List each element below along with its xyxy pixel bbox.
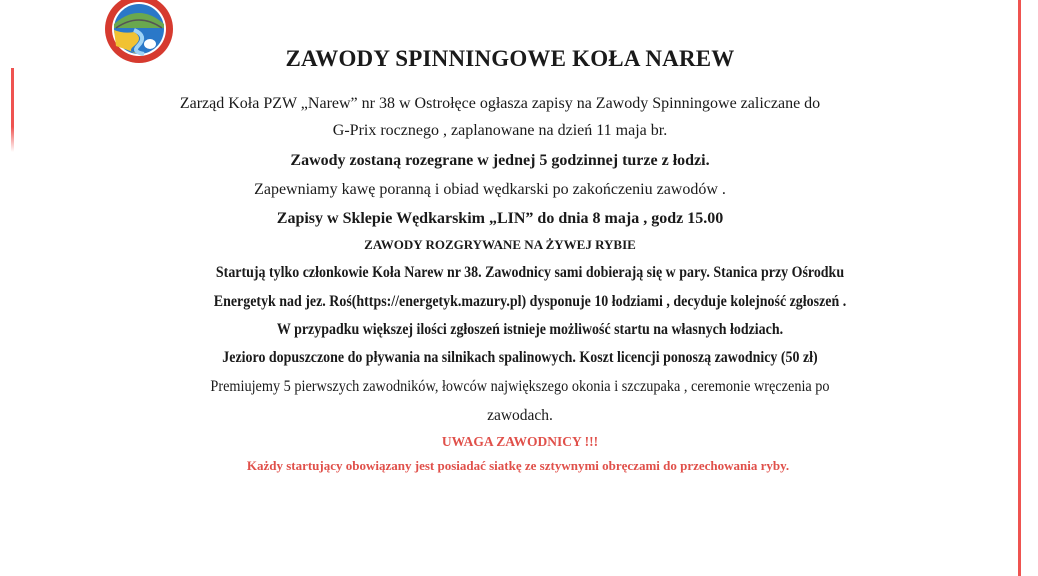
club-logo-icon	[104, 0, 174, 64]
body-line-5: Zapisy w Sklepie Wędkarskim „LIN” do dnia 8 maja , godz 15.00	[276, 210, 724, 227]
body-line-1: Zarząd Koła PZW „Narew” nr 38 w Ostrołęce ogłasza zapisy na Zawody Spinningowe zaliczane do	[179, 95, 821, 112]
body-line-12: zawodach.	[487, 407, 553, 424]
body-line-7: Startują tylko członkowie Koła Narew nr 38. Zawodnicy sami dobierają się w pary. Stanica przy Ośrodku	[215, 264, 845, 281]
body-line-9: W przypadku większej ilości zgłoszeń istnieje możliwość startu na własnych łodziach.	[276, 321, 784, 338]
body-line-6: ZAWODY ROZGRYWANE NA ŻYWEJ RYBIE	[364, 237, 636, 252]
body-line-3: Zawody zostaną rozegrane w jednej 5 godzinnej turze z łodzi.	[290, 152, 710, 169]
body-line-11: Premiujemy 5 pierwszych zawodników, łowców największego okonia i szczupaka , ceremonie wręczenia po	[210, 378, 830, 395]
warning-title: UWAGA ZAWODNICY !!!	[441, 434, 599, 449]
body-line-8: Energetyk nad jez. Roś(https://energetyk.mazury.pl) dysponuje 10 łodziami , decyduje kolejność zgłoszeń .	[213, 293, 847, 310]
right-margin-red-line	[1018, 0, 1021, 576]
warning-text: Każdy startujący obowiązany jest posiadać siatkę ze sztywnymi obręczami do przechowania ryby.	[246, 458, 790, 473]
document-title: ZAWODY SPINNINGOWE KOŁA NAREW	[285, 46, 735, 71]
body-line-2: G-Prix rocznego , zaplanowane na dzień 11 maja br.	[332, 122, 668, 139]
body-line-10: Jezioro dopuszczone do pływania na silnikach spalinowych. Koszt licencji ponoszą zawodnicy (50 zł)	[222, 349, 818, 366]
body-line-4: Zapewniamy kawę poranną i obiad wędkarski po zakończeniu zawodów .	[254, 181, 726, 198]
